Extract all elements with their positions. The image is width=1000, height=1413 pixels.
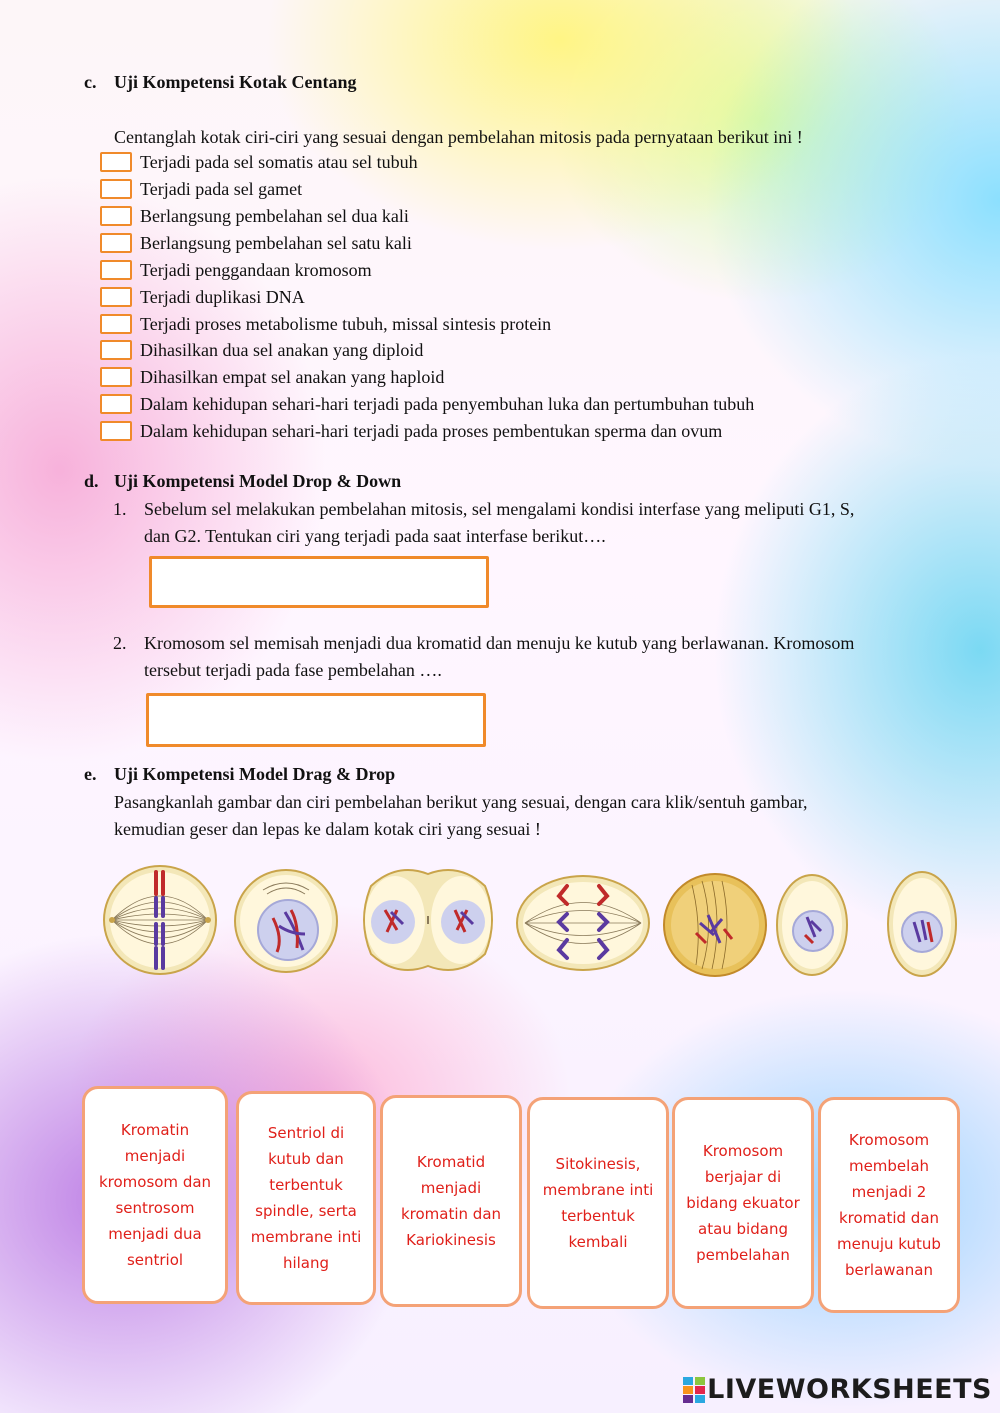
- interphase-cell-image-1[interactable]: [775, 873, 849, 977]
- drag-card-4-text: Sitokinesis, membrane inti terbentuk kembali: [542, 1155, 654, 1251]
- drag-card-4[interactable]: [527, 1097, 669, 1309]
- checkbox[interactable]: [100, 367, 132, 387]
- checkbox-label: Berlangsung pembelahan sel dua kali: [140, 205, 409, 226]
- section-d-title: Uji Kompetensi Model Drop & Down: [114, 471, 402, 491]
- question-2-answer-input[interactable]: [146, 693, 486, 747]
- checkbox-item: [100, 177, 302, 201]
- anaphase-cell-image[interactable]: [515, 874, 651, 972]
- checkbox[interactable]: [100, 260, 132, 280]
- liveworksheets-logo: [683, 1374, 992, 1405]
- drag-card-3[interactable]: [380, 1095, 522, 1307]
- drag-card-5-text: Kromosom berjajar di bidang ekuator atau bidang pembelahan: [686, 1142, 800, 1264]
- drag-card-5[interactable]: [672, 1097, 814, 1309]
- checkbox-item: [100, 365, 444, 389]
- checkbox[interactable]: [100, 152, 132, 172]
- drag-card-2[interactable]: [236, 1091, 376, 1305]
- prometaphase-cell-image[interactable]: [662, 873, 768, 977]
- drag-card-1-text: Kromatin menjadi kromosom dan sentrosom menjadi dua sentriol: [98, 1121, 212, 1269]
- question-1-line-1: Sebelum sel melakukan pembelahan mitosis, sel mengalami kondisi interfase yang meliputi G1, S,: [144, 499, 855, 519]
- checkbox-label: Terjadi penggandaan kromosom: [140, 259, 372, 280]
- section-d-marker: d.: [84, 471, 99, 491]
- drag-card-6[interactable]: [818, 1097, 960, 1313]
- checkbox-label: Dihasilkan empat sel anakan yang haploid: [140, 366, 445, 387]
- section-c-title: Uji Kompetensi Kotak Centang: [114, 72, 357, 92]
- checkbox-label: Dalam kehidupan sehari-hari terjadi pada penyembuhan luka dan pertumbuhan tubuh: [140, 393, 755, 414]
- checkbox[interactable]: [100, 233, 132, 253]
- checkbox[interactable]: [100, 421, 132, 441]
- liveworksheets-logo-text: LIVEWORKSHEETS: [707, 1374, 992, 1405]
- drag-card-2-text: Sentriol di kutub dan terbentuk spindle, serta membrane inti hilang: [250, 1124, 362, 1272]
- checkbox-item: [100, 258, 372, 282]
- question-2-line-1: Kromosom sel memisah menjadi dua kromatid dan menuju ke kutub yang berlawanan. Kromosom: [144, 633, 855, 653]
- checkbox[interactable]: [100, 340, 132, 360]
- section-c-instruction: Centanglah kotak ciri-ciri yang sesuai dengan pembelahan mitosis pada pernyataan berikut ini !: [114, 127, 803, 147]
- section-e-marker: e.: [84, 764, 97, 784]
- checkbox-item: [100, 204, 409, 228]
- question-1-number: 1.: [113, 499, 127, 519]
- question-1-answer-input[interactable]: [149, 556, 489, 608]
- checkbox-label: Berlangsung pembelahan sel satu kali: [140, 232, 412, 253]
- question-2-number: 2.: [113, 633, 127, 653]
- checkbox-item: [100, 150, 418, 174]
- checkbox[interactable]: [100, 287, 132, 307]
- checkbox-label: Terjadi pada sel somatis atau sel tubuh: [140, 151, 418, 172]
- checkbox-label: Dihasilkan dua sel anakan yang diploid: [140, 339, 424, 360]
- checkbox[interactable]: [100, 394, 132, 414]
- section-c-marker: c.: [84, 72, 97, 92]
- drag-card-6-text: Kromosom membelah menjadi 2 kromatid dan menuju kutub berlawanan: [837, 1131, 941, 1279]
- checkbox-item: [100, 312, 551, 336]
- checkbox-label: Dalam kehidupan sehari-hari terjadi pada proses pembentukan sperma dan ovum: [140, 420, 723, 441]
- question-2-line-2: tersebut terjadi pada fase pembelahan ….: [144, 660, 442, 680]
- checkbox-label: Terjadi duplikasi DNA: [140, 286, 305, 307]
- drag-card-1[interactable]: [82, 1086, 228, 1304]
- checkbox[interactable]: [100, 206, 132, 226]
- prophase-cell-image[interactable]: [233, 868, 339, 974]
- checkbox-label: Terjadi pada sel gamet: [140, 178, 303, 199]
- checkbox[interactable]: [100, 314, 132, 334]
- interphase-cell-image-2[interactable]: [886, 870, 958, 978]
- question-1-line-2: dan G2. Tentukan ciri yang terjadi pada saat interfase berikut….: [144, 526, 606, 546]
- liveworksheets-logo-icon: [683, 1377, 705, 1403]
- section-e-instruction-line-2: kemudian geser dan lepas ke dalam kotak ciri yang sesuai !: [114, 819, 541, 839]
- section-e-instruction-line-1: Pasangkanlah gambar dan ciri pembelahan berikut yang sesuai, dengan cara klik/sentuh gambar,: [114, 792, 808, 812]
- telophase-cell-image[interactable]: [357, 866, 499, 974]
- checkbox-item: [100, 231, 412, 255]
- checkbox-item: [100, 338, 423, 362]
- checkbox-item: [100, 392, 754, 416]
- drag-card-3-text: Kromatid menjadi kromatin dan Kariokinesis: [400, 1153, 502, 1249]
- checkbox-item: [100, 419, 722, 443]
- metaphase-cell-image[interactable]: [102, 864, 218, 976]
- checkbox-item: [100, 285, 305, 309]
- section-e-title: Uji Kompetensi Model Drag & Drop: [114, 764, 396, 784]
- checkbox[interactable]: [100, 179, 132, 199]
- checkbox-label: Terjadi proses metabolisme tubuh, missal sintesis protein: [140, 313, 552, 334]
